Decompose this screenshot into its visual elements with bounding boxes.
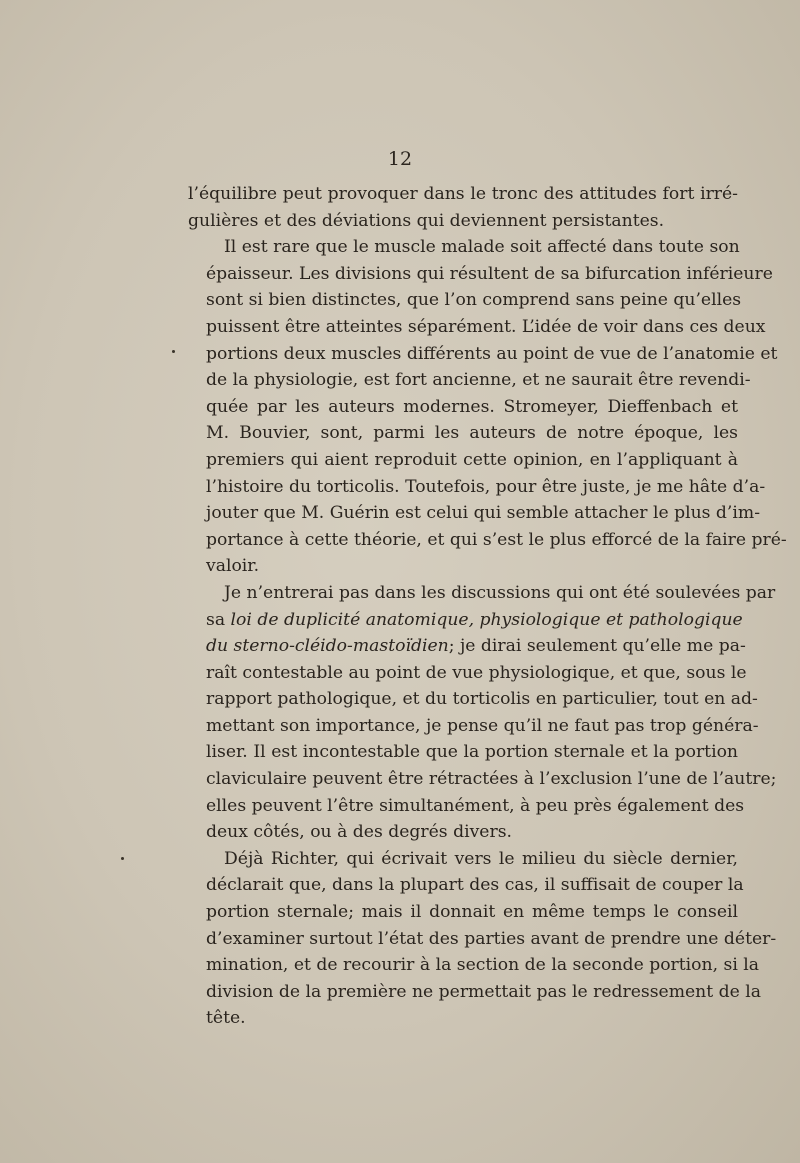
text-line: l’équilibre peut provoquer dans le tronc des attitudes fort irré- [188,184,738,204]
text-line: rapport pathologique, et du torticolis en particulier, tout en ad- [206,689,758,710]
text-line: liser. Il est incontestable que la portion sternale et la portion [206,742,738,763]
page-number: 12 [387,148,413,170]
text-line: Je n’entrerai pas dans les discussions qui ont été soulevées par [224,582,776,603]
text-line: mination, et de recourir à la section de la seconde portion, si la [206,955,760,976]
text-line: de la physiologie, est fort ancienne, et ne saurait être revendi- [206,370,751,391]
text-line: claviculaire peuvent être rétractées à l’exclusion l’une de l’autre; [206,769,777,790]
text-line: d’examiner surtout l’état des parties avant de prendre une déter- [206,928,777,949]
text-line: portance à cette théorie, et qui s’est le plus efforcé de la faire pré- [206,529,787,550]
text-line: tête. [206,1008,246,1029]
text-line: épaisseur. Les divisions qui résultent de sa bifurcation inférieure [206,263,773,284]
text-line: déclarait que, dans la plupart des cas, il suffisait de couper la [206,875,744,896]
text-line: mettant son importance, je pense qu’il ne faut pas trop généra- [206,715,759,736]
text-line: puissent être atteintes séparément. L’idée de voir dans ces deux [206,316,766,337]
text-line: elles peuvent l’être simultanément, à peu près également des [206,795,745,816]
text-line: sont si bien distinctes, que l’on comprend sans peine qu’elles [206,290,742,311]
ink-speck [121,857,124,860]
text-line: valoir. [206,556,260,577]
text-line: Déjà Richter, qui écrivait vers le milieu du siècle dernier, [224,848,738,869]
ink-speck [172,350,175,353]
paragraph [188,181,738,234]
text-line: du sterno-cléido-mastoïdien; je dirai seulement qu’elle me pa- [206,636,746,657]
paragraph [188,846,777,1032]
text-line: portion sternale; mais il donnait en même temps le conseil [206,902,738,923]
text-line: raît contestable au point de vue physiologique, et que, sous le [206,662,747,683]
text-line: portions deux muscles différents au point de vue de l’anatomie et [206,343,778,364]
text-line: sa loi de duplicité anatomique, physiologique et pathologique [206,609,743,630]
text-line: division de la première ne permettait pas le redressement de la [206,981,761,1002]
paragraph [188,234,787,580]
body-text [188,181,787,1032]
text-line: premiers qui aient reproduit cette opinion, en l’appliquant à [206,449,738,470]
paragraph [188,580,777,846]
text-line: Il est rare que le muscle malade soit affecté dans toute son [224,237,740,258]
text-line: deux côtés, ou à des degrés divers. [206,822,512,843]
text-line: jouter que M. Guérin est celui qui semble attacher le plus d’im- [206,503,761,524]
text-line: M. Bouvier, sont, parmi les auteurs de notre époque, les [206,423,738,444]
text-line: quée par les auteurs modernes. Stromeyer, Dieffenbach et [206,396,738,417]
text-line: gulières et des déviations qui deviennent persistantes. [188,210,665,231]
text-line: l’histoire du torticolis. Toutefois, pour être juste, je me hâte d’a- [206,476,766,497]
